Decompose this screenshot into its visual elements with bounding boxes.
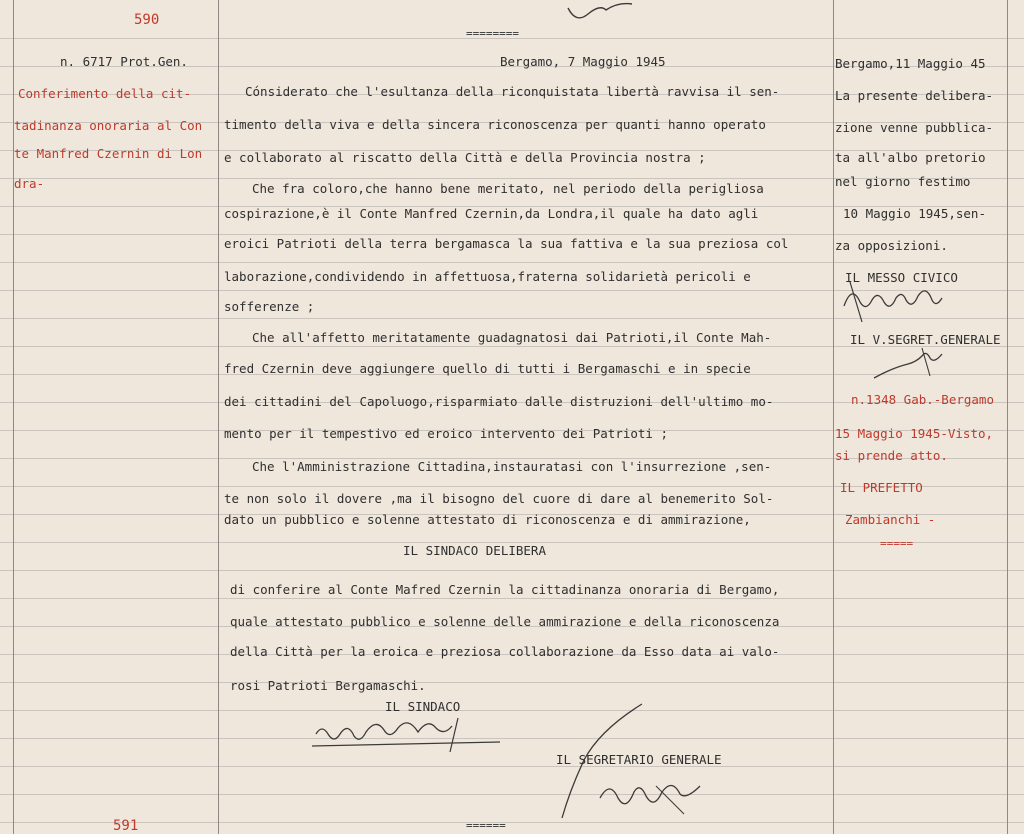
prefetto-line-2: 15 Maggio 1945-Visto, [835,426,994,441]
segretario-label: IL SEGRETARIO GENERALE [556,752,722,767]
publication-line-3: zione venne pubblica- [835,120,994,135]
prefetto-title: IL PREFETTO [840,480,923,495]
separator-bottom: ====== [466,819,506,832]
protocol-number: n. 6717 Prot.Gen. [60,54,188,69]
body-line-11: dei cittadini del Capoluogo,risparmiato dalle distruzioni dell'ultimo mo- [224,394,774,409]
body-line-6: eroici Patrioti della terra bergamasca la sua fattiva e la sua preziosa col [224,236,789,251]
prefetto-line-1: n.1348 Gab.-Bergamo [851,392,994,407]
prefetto-line-3: si prende atto. [835,448,948,463]
delibera-heading: IL SINDACO DELIBERA [403,543,546,558]
publication-line-5: nel giorno festimo [835,174,971,189]
body-line-8: sofferenze ; [224,299,315,314]
signature-scribble-top [566,0,636,26]
separator-top: ======== [466,27,519,40]
v-segretario-signature [872,346,952,382]
sindaco-label: IL SINDACO [385,699,461,714]
publication-line-4: ta all'albo pretorio [835,150,986,165]
v-segretario-label: IL V.SEGRET.GENERALE [850,332,1001,347]
body-line-10: fred Czernin deve aggiungere quello di tutti i Bergamaschi e in specie [224,361,751,376]
body-line-4: Che fra coloro,che hanno bene meritato, nel periodo della perigliosa [252,181,764,196]
body-line-15: dato un pubblico e solenne attestato di riconoscenza e di ammirazione, [224,512,751,527]
body-line-14: te non solo il dovere ,ma il bisogno del cuore di dare al benemerito Sol- [224,491,774,506]
body-line-13: Che l'Amministrazione Cittadina,instauratasi con l'insurrezione ,sen- [252,459,772,474]
publication-line-6: 10 Maggio 1945,sen- [843,206,986,221]
subject-line-1: Conferimento della cit- [18,86,192,101]
messo-civico-signature [838,278,948,326]
publication-line-7: za opposizioni. [835,238,948,253]
delibera-line-1: di conferire al Conte Mafred Czernin la cittadinanza onoraria di Bergamo, [230,582,780,597]
publication-line-2: La presente delibera- [835,88,994,103]
column-rule-left [218,0,219,834]
body-line-5: cospirazione,è il Conte Manfred Czernin,da Londra,il quale ha dato agli [224,206,759,221]
subject-line-3: te Manfred Czernin di Lon [14,146,203,161]
messo-civico-label: IL MESSO CIVICO [845,270,958,285]
subject-line-4: dra- [14,176,45,191]
publication-line-1: Bergamo,11 Maggio 45 [835,56,986,71]
subject-line-2: tadinanza onoraria al Con [14,118,203,133]
sindaco-signature [310,712,505,756]
prefetto-name: Zambianchi - [845,512,936,527]
delibera-line-3: della Città per la eroica e preziosa collaborazione da Esso data ai valo- [230,644,780,659]
page-number-bottom: 591 [113,818,139,834]
body-line-12: mento per il tempestivo ed eroico intervento dei Patrioti ; [224,426,669,441]
delibera-line-2: quale attestato pubblico e solenne delle ammirazione e della riconoscenza [230,614,780,629]
body-line-9: Che all'affetto meritatamente guadagnatosi dai Patrioti,il Conte Mah- [252,330,772,345]
segretario-signature [596,778,706,818]
body-line-1: Cónsiderato che l'esultanza della riconquistata libertà ravvisa il sen- [245,84,780,99]
delibera-line-4: rosi Patrioti Bergamaschi. [230,678,426,693]
body-line-2: timento della viva e della sincera riconoscenza per quanti hanno operato [224,117,766,132]
prefetto-separator: ===== [880,537,914,550]
column-rule-right [833,0,834,834]
body-line-7: laborazione,condividendo in affettuosa,fraterna solidarietà pericoli e [224,269,751,284]
body-line-3: e collaborato al riscatto della Città e della Provincia nostra ; [224,150,706,165]
document-date: Bergamo, 7 Maggio 1945 [500,54,666,69]
margin-rule-right [1007,0,1008,834]
page-number-top: 590 [134,12,160,28]
